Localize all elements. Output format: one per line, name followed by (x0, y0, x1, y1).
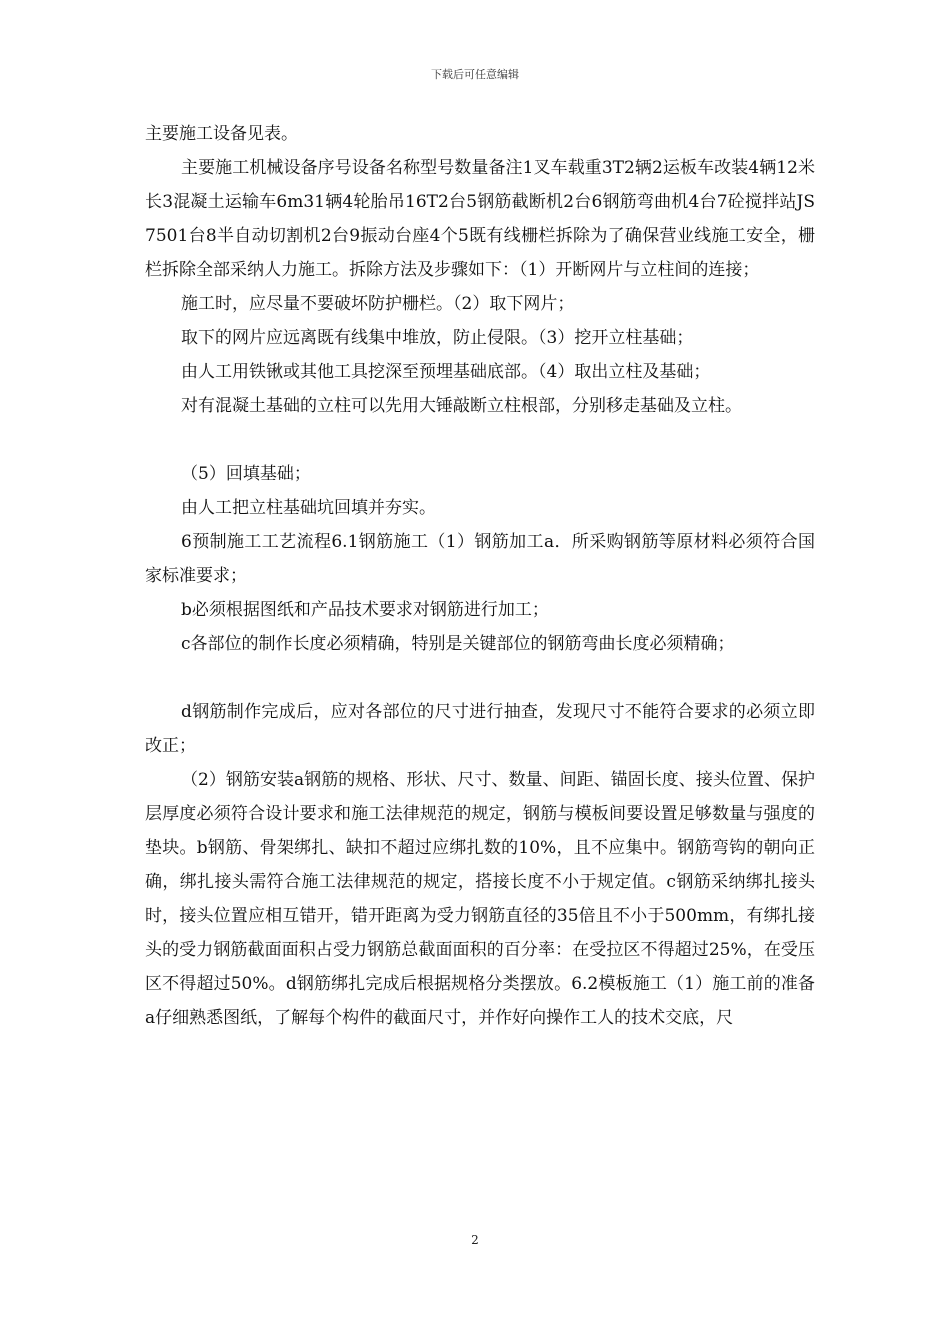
page-header: 下载后可任意编辑 (431, 68, 519, 81)
paragraph: 主要施工设备见表。 (145, 124, 298, 144)
paragraph: 由人工用铁锹或其他工具挖深至预埋基础底部。（4）取出立柱及基础； (181, 362, 711, 382)
page-number: 2 (471, 1233, 479, 1247)
paragraph: 6预制施工工艺流程6.1钢筋施工（1）钢筋加工a．所采购钢筋等原材料必须符合国家标准要求； (145, 532, 815, 586)
paragraph: 施工时，应尽量不要破坏防护栅栏。（2）取下网片； (181, 294, 575, 314)
paragraph: 主要施工机械设备序号设备名称型号数量备注1叉车载重3T2辆2运板车改装4辆12米长3混凝土运输车6m31辆4轮胎吊16T2台5钢筋截断机2台6钢筋弯曲机4台7砼搅拌站JS7501台8半自动切割机2台9振动台座4个5既有线栅栏拆除为了确保营业线施工安全，栅栏拆除全部采纳人力施工。拆除方法及步骤如下：（1）开断网片与立柱间的连接； (145, 158, 815, 280)
paragraph: d钢筋制作完成后，应对各部位的尺寸进行抽查，发现尺寸不能符合要求的必须立即改正； (145, 702, 815, 756)
paragraph: （2）钢筋安装a钢筋的规格、形状、尺寸、数量、间距、锚固长度、接头位置、保护层厚度必须符合设计要求和施工法律规范的规定，钢筋与模板间要设置足够数量与强度的垫块。b钢筋、骨架绑扎、缺扣不超过应绑扎数的10%，且不应集中。钢筋弯钩的朝向正确，绑扎接头需符合施工法律规范的规定，搭接长度不小于规定值。c钢筋采纳绑扎接头时，接头位置应相互错开，错开距离为受力钢筋直径的35倍且不小于500mm，有绑扎接头的受力钢筋截面面积占受力钢筋总截面面积的百分率：在受拉区不得超过25%，在受压区不得超过50%。d钢筋绑扎完成后根据规格分类摆放。6.2模板施工（1）施工前的准备a仔细熟悉图纸，了解每个构件的截面尺寸，并作好向操作工人的技术交底，尺 (145, 770, 815, 1028)
paragraph: 由人工把立柱基础坑回填并夯实。 (181, 498, 436, 518)
paragraph: （5）回填基础； (181, 464, 311, 484)
paragraph: c各部位的制作长度必须精确，特别是关键部位的钢筋弯曲长度必须精确； (181, 634, 735, 654)
paragraph: b必须根据图纸和产品技术要求对钢筋进行加工； (181, 600, 549, 620)
document-body (145, 117, 815, 1035)
paragraph: 取下的网片应远离既有线集中堆放，防止侵限。（3）挖开立柱基础； (181, 328, 694, 348)
paragraph: 对有混凝土基础的立柱可以先用大锤敲断立柱根部，分别移走基础及立柱。 (181, 396, 742, 416)
